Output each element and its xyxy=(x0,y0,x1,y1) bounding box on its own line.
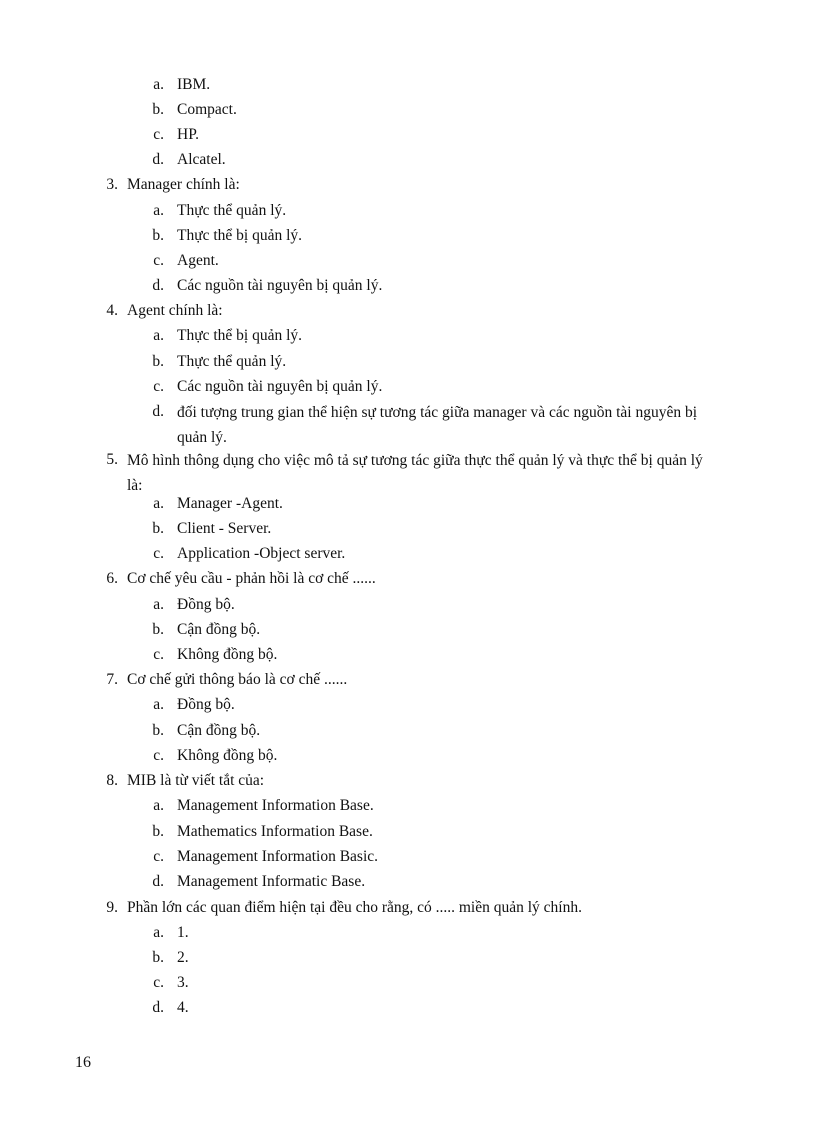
option-marker: a. xyxy=(153,76,164,93)
option-text: Các nguồn tài nguyên bị quản lý. xyxy=(177,378,383,395)
option-text: Cận đồng bộ. xyxy=(177,722,261,739)
option-marker: c. xyxy=(153,646,164,663)
option-marker: a. xyxy=(153,596,164,613)
option-text: 2. xyxy=(177,949,189,966)
option-text: HP. xyxy=(177,126,199,143)
option-text: 3. xyxy=(177,974,189,991)
option-text: Agent. xyxy=(177,252,219,269)
option-marker: b. xyxy=(152,353,164,370)
option-text: Thực thể quản lý. xyxy=(177,353,287,370)
option-marker: b. xyxy=(152,227,164,244)
option-marker: c. xyxy=(153,848,164,865)
option-text: đối tượng trung gian thể hiện sự tương tác giữa manager và các nguồn tài nguyên bị quản lý. xyxy=(177,404,698,446)
option-marker: d. xyxy=(152,403,164,420)
option-text: 4. xyxy=(177,999,189,1016)
question-text: Phần lớn các quan điểm hiện tại đều cho rằng, có ..... miền quản lý chính. xyxy=(127,899,582,916)
option-marker: a. xyxy=(153,797,164,814)
option-marker: c. xyxy=(153,545,164,562)
option-text: Không đồng bộ. xyxy=(177,747,278,764)
option-marker: b. xyxy=(152,520,164,537)
question-number: 8. xyxy=(106,772,118,789)
question-text: Manager chính là: xyxy=(127,176,240,193)
option-text: Thực thể bị quản lý. xyxy=(177,227,303,244)
question-text: MIB là từ viết tắt của: xyxy=(127,772,265,789)
option-text: Management Information Basic. xyxy=(177,848,379,865)
question-text: Agent chính là: xyxy=(127,302,223,319)
option-marker: b. xyxy=(152,949,164,966)
option-marker: a. xyxy=(153,202,164,219)
option-marker: b. xyxy=(152,823,164,840)
question-text: Mô hình thông dụng cho việc mô tả sự tương tác giữa thực thể quản lý và thực thể bị quản lý là: xyxy=(127,452,703,494)
option-text: Đồng bộ. xyxy=(177,696,235,713)
option-text: Mathematics Information Base. xyxy=(177,823,373,840)
option-text: Đồng bộ. xyxy=(177,596,235,613)
question-number: 5. xyxy=(106,451,118,468)
page-number: 16 xyxy=(75,1054,91,1071)
option-marker: c. xyxy=(153,378,164,395)
option-marker: a. xyxy=(153,696,164,713)
option-text: Không đồng bộ. xyxy=(177,646,278,663)
question-number: 4. xyxy=(106,302,118,319)
option-text: Thực thể bị quản lý. xyxy=(177,327,303,344)
option-marker: c. xyxy=(153,126,164,143)
option-marker: b. xyxy=(152,621,164,638)
option-marker: d. xyxy=(152,999,164,1016)
question-number: 9. xyxy=(106,899,118,916)
option-marker: c. xyxy=(153,252,164,269)
option-text: Management Informatic Base. xyxy=(177,873,366,890)
option-text: 1. xyxy=(177,924,189,941)
question-text: Cơ chế gửi thông báo là cơ chế ...... xyxy=(127,671,348,688)
question-number: 3. xyxy=(106,176,118,193)
option-text: Client - Server. xyxy=(177,520,272,537)
option-text: Thực thể quản lý. xyxy=(177,202,287,219)
option-marker: c. xyxy=(153,974,164,991)
option-marker: c. xyxy=(153,747,164,764)
option-text: Alcatel. xyxy=(177,151,226,168)
option-text: Compact. xyxy=(177,101,237,118)
question-number: 7. xyxy=(106,671,118,688)
option-marker: d. xyxy=(152,277,164,294)
option-text: Management Information Base. xyxy=(177,797,374,814)
question-text: Cơ chế yêu cầu - phản hồi là cơ chế ...... xyxy=(127,570,376,587)
option-text: Manager -Agent. xyxy=(177,495,283,512)
option-marker: b. xyxy=(152,722,164,739)
option-text: Cận đồng bộ. xyxy=(177,621,261,638)
option-marker: d. xyxy=(152,151,164,168)
option-marker: a. xyxy=(153,327,164,344)
option-text: Application -Object server. xyxy=(177,545,346,562)
option-marker: b. xyxy=(152,101,164,118)
option-marker: a. xyxy=(153,924,164,941)
option-text: Các nguồn tài nguyên bị quản lý. xyxy=(177,277,383,294)
question-number: 6. xyxy=(106,570,118,587)
option-marker: d. xyxy=(152,873,164,890)
option-text: IBM. xyxy=(177,76,211,93)
option-marker: a. xyxy=(153,495,164,512)
